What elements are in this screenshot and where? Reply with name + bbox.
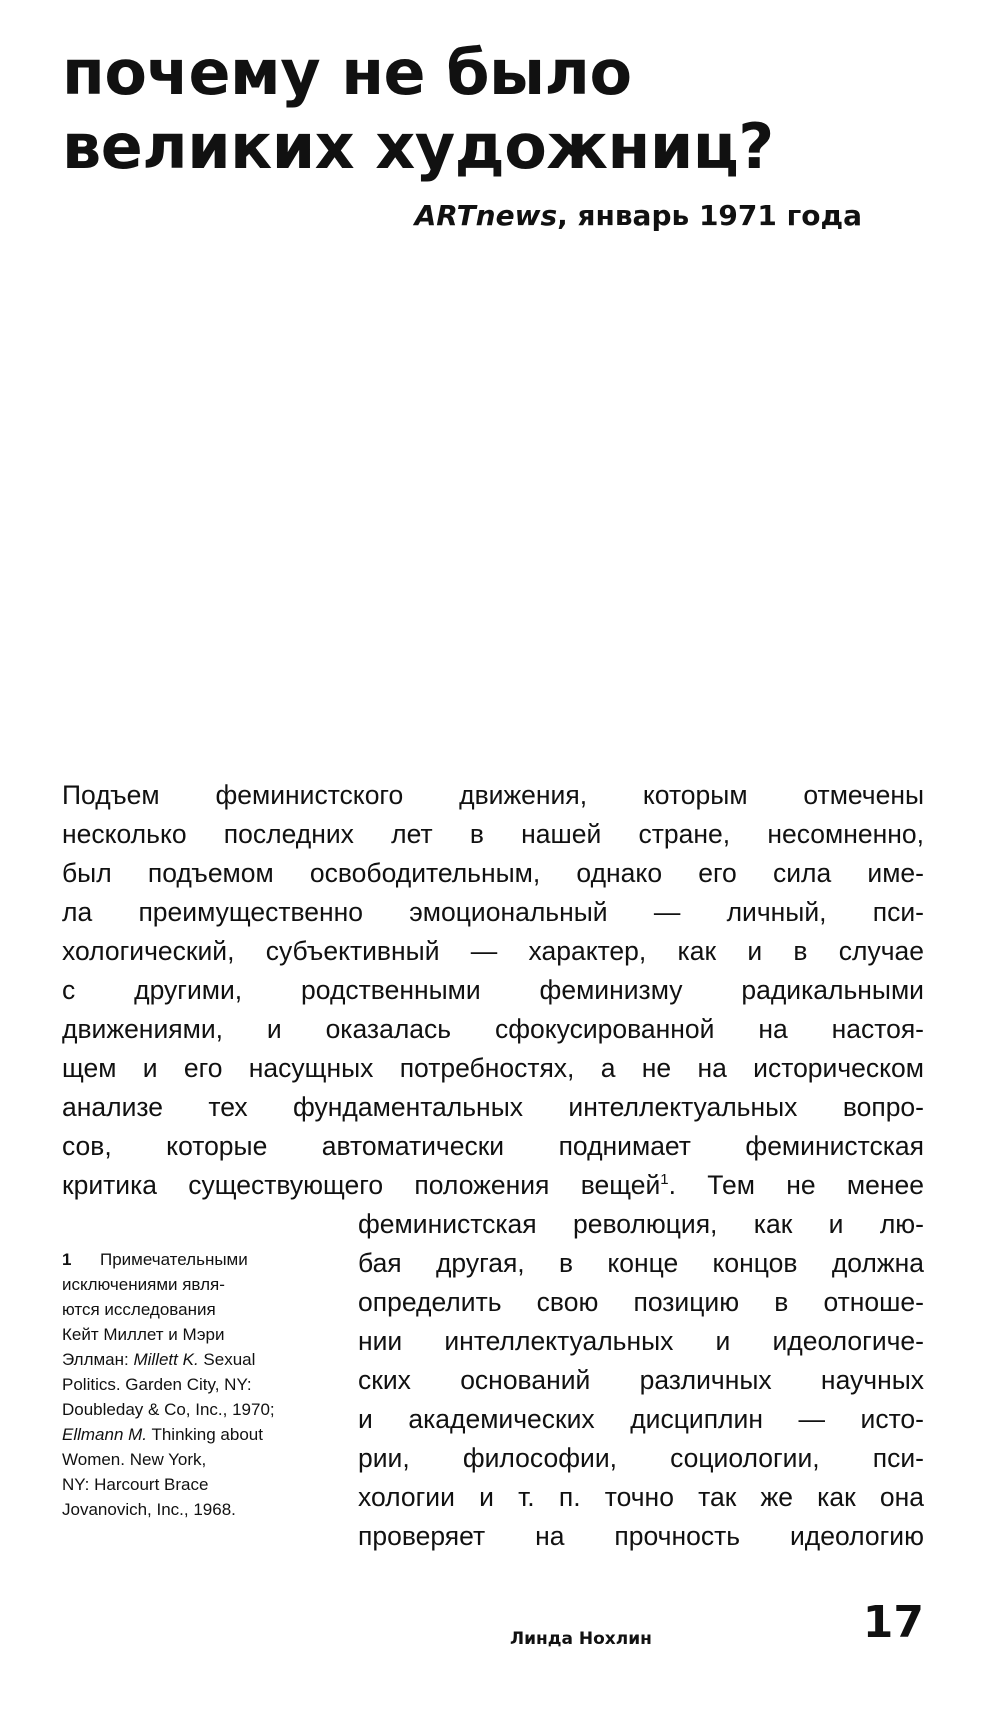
body-line: ла преимущественно эмоциональный — личный, пси- <box>62 897 924 927</box>
footnote-line: Jovanovich, Inc., 1968. <box>62 1500 236 1519</box>
footnote-reference[interactable]: 1 <box>660 1171 669 1189</box>
footnote-author: Ellmann M. <box>62 1425 148 1444</box>
body-line-text: критика существующего положения вещей <box>62 1170 661 1200</box>
source-journal: ARTnews <box>414 199 558 232</box>
footnote-line <box>62 1347 342 1372</box>
body-line <box>62 1166 924 1205</box>
body-line: несколько последних лет в нашей стране, несомненно, <box>62 819 924 849</box>
footnote-line: исключениями явля- <box>62 1275 225 1294</box>
running-footer-author: Линда Нохлин <box>510 1629 652 1649</box>
body-line: щем и его насущных потребностях, а не на историческом <box>62 1053 924 1083</box>
body-line: сов, которые автоматически поднимает феминистская <box>62 1131 924 1161</box>
column-paragraph <box>358 1205 924 1556</box>
footnote-text: Эллман: <box>62 1350 134 1369</box>
footnote-line: NY: Harcourt Brace <box>62 1475 209 1494</box>
body-line: хологический, субъективный — характер, как и в случае <box>62 936 924 966</box>
footnote-author: Millett K. <box>133 1350 199 1369</box>
footnote-line <box>62 1247 342 1272</box>
column-line: феминистская революция, как и лю- <box>358 1209 924 1239</box>
publication-source <box>415 198 862 234</box>
column-line: проверяет на прочность идеологию <box>358 1521 924 1551</box>
footnote-text: Sexual <box>198 1350 256 1369</box>
column-line: бая другая, в конце концов должна <box>358 1248 924 1278</box>
main-paragraph <box>62 776 924 1205</box>
footnote-line: Politics. Garden City, NY: <box>62 1375 252 1394</box>
footnote-line: Women. New York, <box>62 1450 207 1469</box>
body-line: Подъем феминистского движения, которым отмечены <box>62 780 924 810</box>
page-number: 17 <box>862 1597 924 1648</box>
body-line: движениями, и оказалась сфокусированной на настоя- <box>62 1014 924 1044</box>
source-date: , январь 1971 года <box>557 199 862 232</box>
footnote-line: Кейт Миллет и Мэри <box>62 1325 225 1344</box>
body-line: был подъемом освободительным, однако его сила име- <box>62 858 924 888</box>
footnote <box>62 1247 342 1522</box>
column-line: определить свою позицию в отноше- <box>358 1287 924 1317</box>
column-line: нии интеллектуальных и идеологиче- <box>358 1326 924 1356</box>
footnote-text: Thinking about <box>147 1425 263 1444</box>
body-line: с другими, родственными феминизму радикальными <box>62 975 924 1005</box>
body-line-text: . Тем не менее <box>668 1170 924 1200</box>
column-line: хологии и т. п. точно так же как она <box>358 1482 924 1512</box>
chapter-title-line-1: почему не было <box>62 36 632 109</box>
chapter-title-line-2: великих художниц? <box>62 110 774 183</box>
footnote-line <box>62 1422 342 1447</box>
footnote-text: Примечательными <box>100 1250 248 1269</box>
body-line: анализе тех фундаментальных интеллектуальных вопро- <box>62 1092 924 1122</box>
column-line: рии, философии, социологии, пси- <box>358 1443 924 1473</box>
footnote-line: ются исследования <box>62 1300 216 1319</box>
footnote-number: 1 <box>62 1250 72 1269</box>
footnote-line: Doubleday & Co, Inc., 1970; <box>62 1400 275 1419</box>
column-line: и академических дисциплин — исто- <box>358 1404 924 1434</box>
chapter-title <box>62 36 942 184</box>
column-line: ских оснований различных научных <box>358 1365 924 1395</box>
